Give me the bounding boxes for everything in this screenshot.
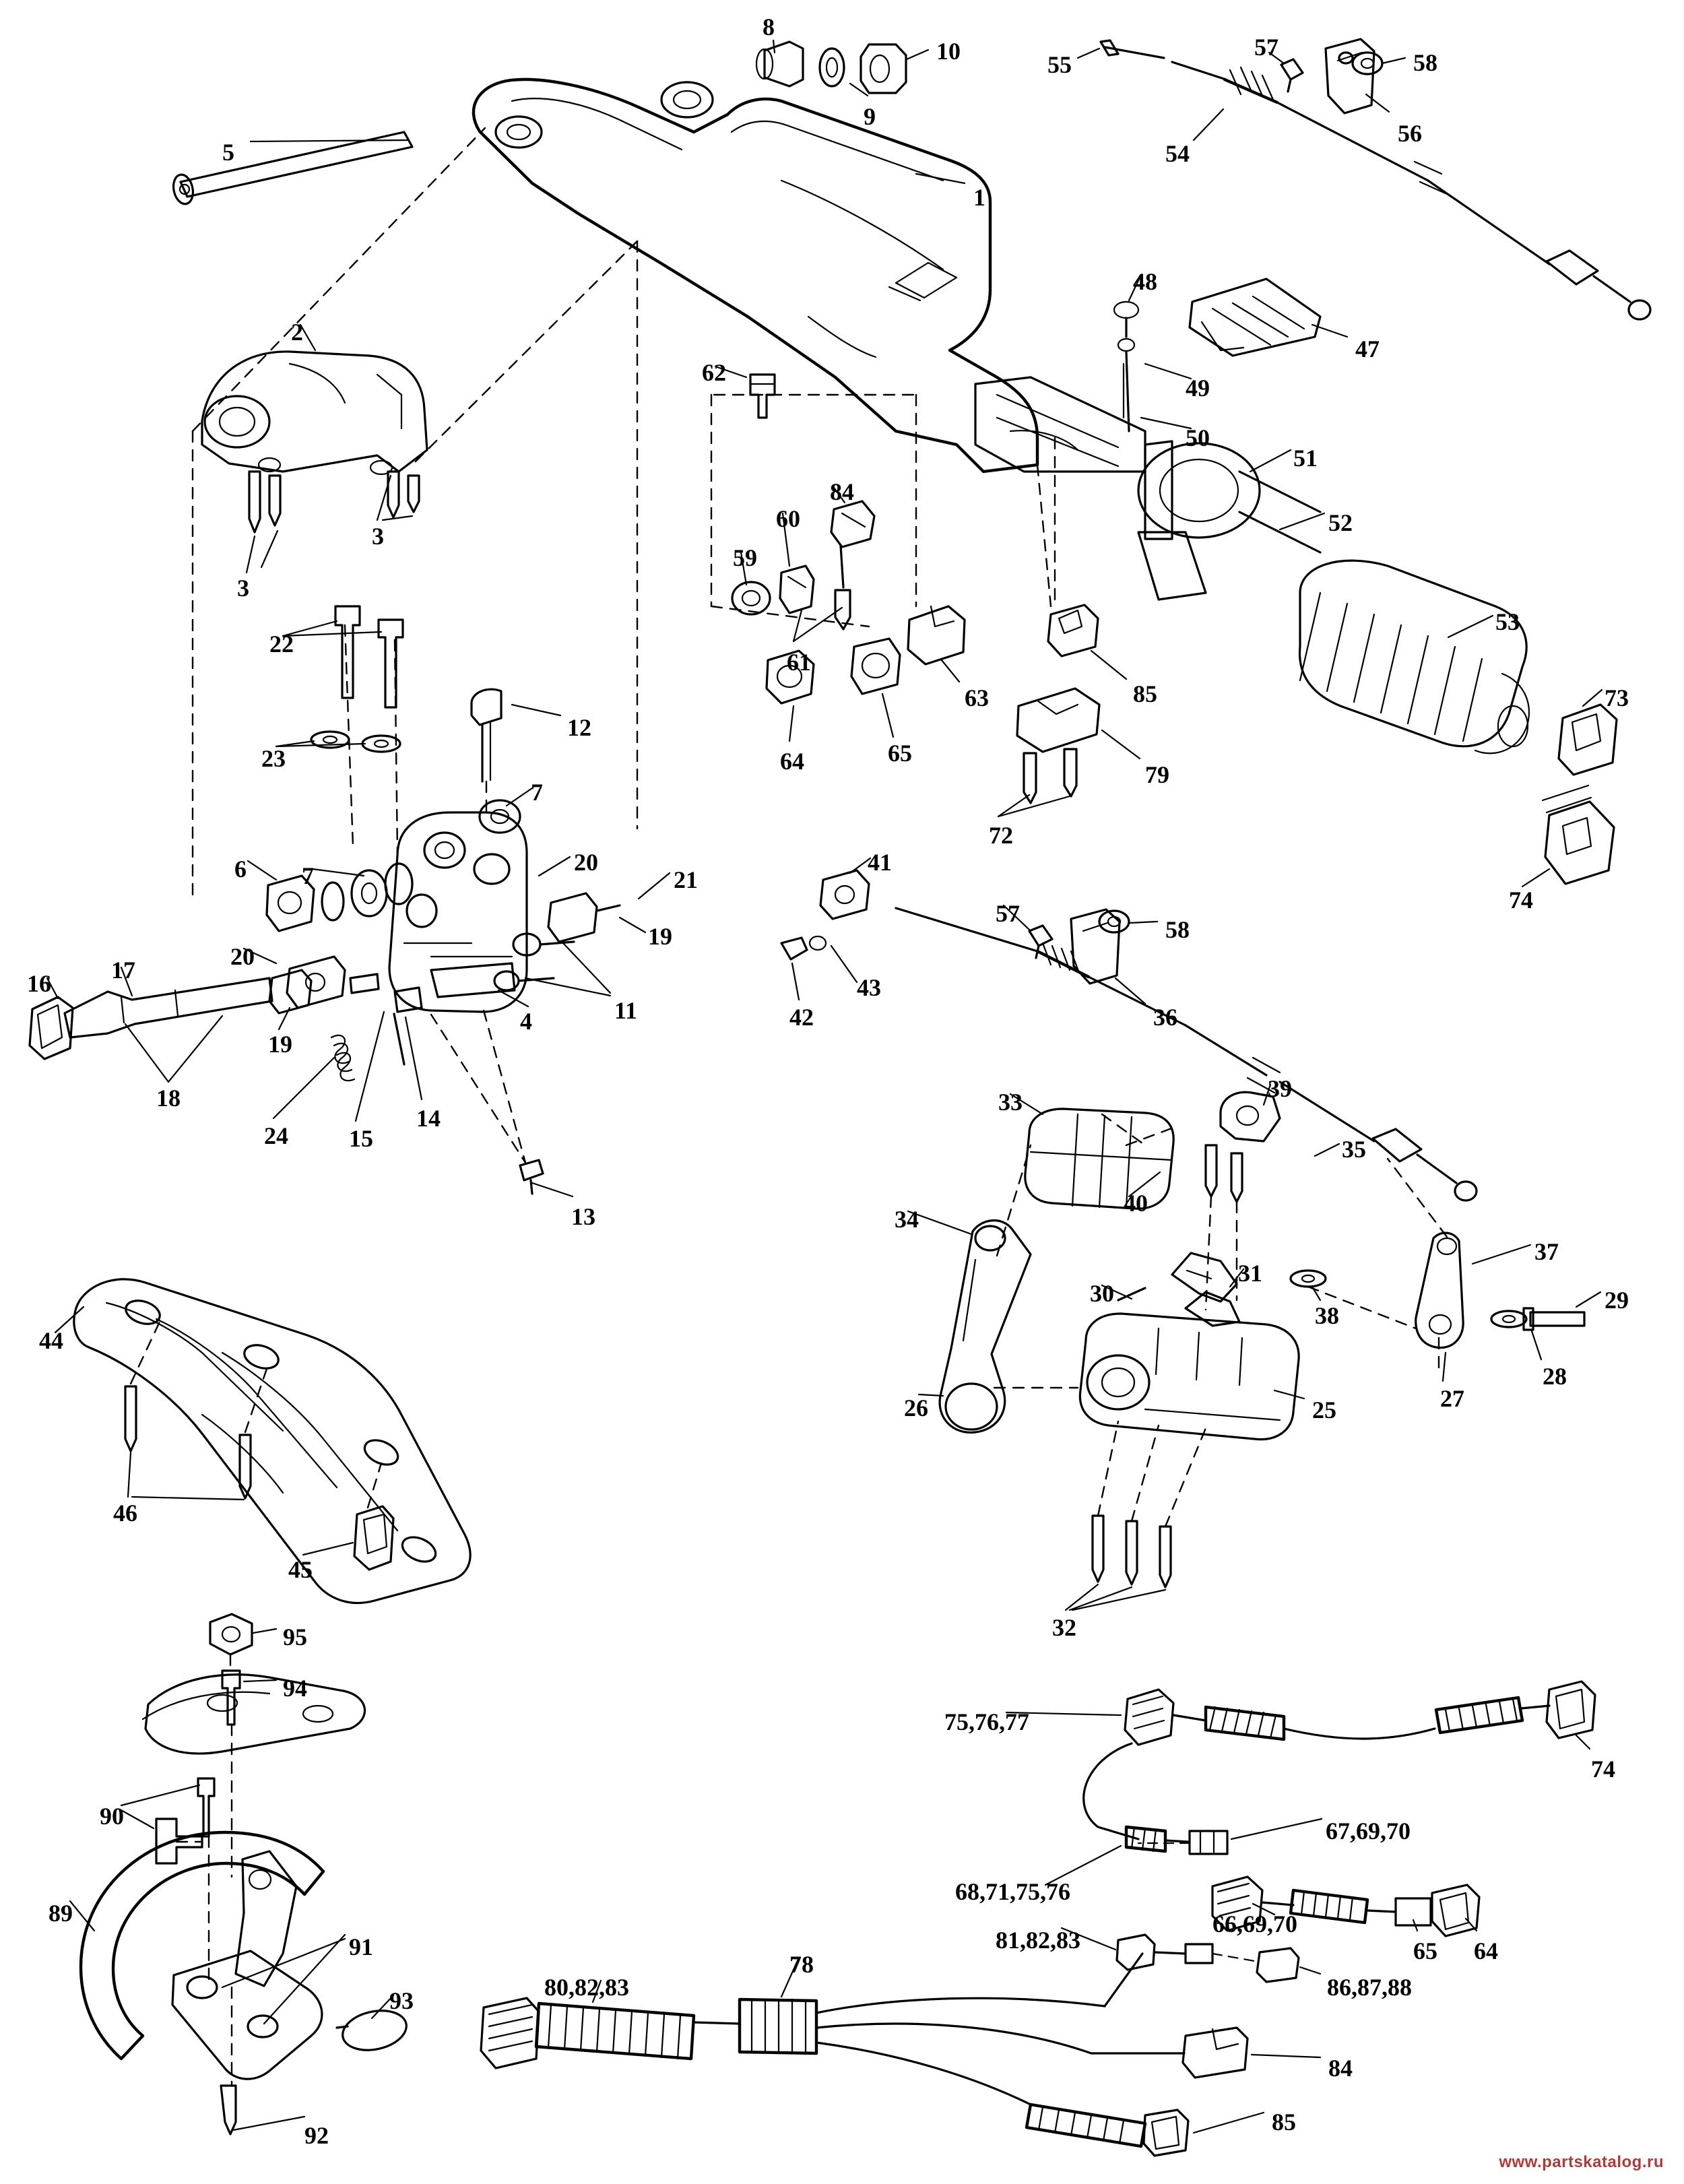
callout-number: 30	[1090, 1280, 1114, 1307]
callout-number: 95	[283, 1624, 307, 1650]
callout-number: 57	[1254, 34, 1278, 61]
part-wiring-harness-group	[481, 1681, 1595, 2156]
callout-number: 22	[269, 631, 294, 657]
callout-number: 81,82,83	[996, 1927, 1080, 1954]
callout-number: 48	[1133, 268, 1157, 295]
callout-number: 49	[1186, 375, 1210, 402]
callout-number: 26	[904, 1394, 928, 1421]
callout-number: 39	[1268, 1075, 1292, 1102]
callout-number: 35	[1342, 1136, 1366, 1163]
callout-number: 58	[1165, 916, 1190, 943]
callout-number: 92	[304, 2122, 329, 2149]
callout-number: 47	[1355, 335, 1380, 362]
callout-number: 2	[291, 319, 303, 346]
callout-number: 19	[648, 923, 672, 950]
callout-number: 29	[1605, 1287, 1629, 1314]
callout-number: 62	[702, 359, 726, 386]
part-85-connector	[1048, 605, 1098, 656]
callout-number: 15	[349, 1125, 373, 1152]
parts-small-cluster	[732, 501, 965, 703]
callout-number: 40	[1124, 1190, 1148, 1217]
callout-number: 78	[789, 1951, 814, 1978]
callout-number: 84	[830, 478, 854, 505]
callout-number: 56	[1398, 120, 1422, 147]
callout-number: 13	[571, 1203, 595, 1230]
callout-number: 52	[1328, 509, 1353, 536]
callout-number: 90	[100, 1803, 124, 1830]
callout-number: 63	[965, 684, 989, 711]
callout-number: 28	[1543, 1363, 1567, 1390]
callout-number: 79	[1145, 761, 1169, 788]
part-steering-handle-group	[81, 1614, 410, 2134]
callout-number: 80,82,83	[544, 1974, 629, 2001]
watermark: www.partskatalog.ru	[1499, 2153, 1664, 2171]
callout-number: 91	[349, 1933, 373, 1960]
callout-number: 20	[574, 849, 598, 876]
part-tiller-arm	[474, 79, 1037, 472]
callout-number: 55	[1047, 51, 1072, 78]
part-5-rod	[171, 132, 412, 205]
callout-number: 46	[113, 1500, 137, 1527]
callout-number: 3	[237, 575, 249, 602]
callout-number: 41	[868, 849, 892, 876]
callout-number: 12	[567, 714, 591, 741]
callout-number: 19	[268, 1031, 292, 1058]
callout-number: 17	[111, 957, 135, 984]
callout-number: 66,69,70	[1212, 1910, 1297, 1937]
callout-number: 50	[1186, 424, 1210, 451]
callout-number: 64	[780, 748, 804, 775]
callout-number: 31	[1238, 1260, 1262, 1287]
callout-number: 33	[998, 1089, 1023, 1116]
callout-number: 16	[27, 970, 51, 997]
callout-number: 85	[1272, 2109, 1296, 2135]
part-48-49-50	[1114, 302, 1138, 431]
callout-number: 74	[1591, 1756, 1615, 1782]
callout-number: 84	[1328, 2055, 1353, 2082]
callout-number: 34	[895, 1206, 919, 1233]
callout-number: 25	[1312, 1396, 1336, 1423]
callout-number: 74	[1509, 887, 1533, 913]
callout-number: 5	[222, 139, 234, 166]
callout-number: 75,76,77	[944, 1708, 1029, 1735]
callout-number: 1	[973, 184, 985, 211]
callout-number: 89	[48, 1900, 73, 1927]
callout-number: 53	[1495, 608, 1520, 635]
callout-number: 60	[776, 505, 800, 532]
part-47-bracket	[1190, 279, 1320, 356]
callout-number: 37	[1534, 1238, 1559, 1265]
callout-number: 57	[996, 900, 1020, 927]
callout-number: 18	[156, 1085, 181, 1112]
callout-number: 10	[936, 38, 961, 65]
callout-number: 44	[39, 1327, 63, 1354]
callout-number: 86,87,88	[1327, 1974, 1412, 2001]
callout-number: 27	[1440, 1385, 1464, 1412]
callout-number: 54	[1165, 140, 1190, 167]
callout-number: 59	[733, 544, 757, 571]
callout-number: 67,69,70	[1326, 1818, 1411, 1844]
callout-number: 61	[787, 649, 811, 676]
part-54-cable	[1101, 39, 1650, 319]
callout-number: 6	[234, 856, 247, 882]
callout-number: 85	[1133, 680, 1157, 707]
callout-number: 4	[520, 1008, 532, 1035]
callout-number: 68,71,75,76	[955, 1878, 1070, 1905]
callout-number: 65	[1413, 1937, 1437, 1964]
callout-number: 36	[1153, 1004, 1177, 1031]
callout-number: 42	[789, 1004, 814, 1031]
parts-73-74	[1543, 705, 1617, 884]
callout-number: 24	[264, 1122, 288, 1149]
callout-number: 72	[989, 822, 1013, 849]
part-4-bracket-cluster	[267, 606, 620, 1194]
callout-number: 58	[1413, 49, 1437, 76]
part-44-pan	[74, 1279, 470, 1603]
callout-number: 8	[763, 13, 775, 40]
part-62-clip	[750, 375, 775, 418]
callout-number: 64	[1474, 1937, 1498, 1964]
callout-number: 11	[614, 997, 638, 1024]
callout-number: 65	[888, 740, 912, 767]
callout-number: 94	[283, 1675, 307, 1702]
callout-number: 21	[674, 866, 698, 893]
callout-number: 7	[302, 862, 314, 889]
callout-number: 38	[1315, 1302, 1339, 1329]
callout-number: 7	[531, 779, 543, 806]
callout-number: 20	[230, 943, 255, 970]
callout-number: 73	[1605, 684, 1629, 711]
callout-number: 43	[857, 974, 881, 1001]
callout-number: 14	[416, 1105, 441, 1132]
callout-number: 32	[1052, 1614, 1076, 1641]
parts-72-79	[1017, 688, 1099, 803]
callout-number: 23	[261, 745, 286, 772]
callout-number: 9	[864, 103, 876, 130]
parts-8-9-10	[756, 42, 906, 93]
callout-number: 3	[372, 523, 384, 550]
callout-number: 45	[288, 1556, 313, 1583]
part-2-cover	[202, 352, 427, 532]
callout-number: 93	[389, 1987, 414, 2014]
callout-number: 51	[1293, 445, 1318, 472]
part-throttle-assembly	[975, 377, 1529, 753]
